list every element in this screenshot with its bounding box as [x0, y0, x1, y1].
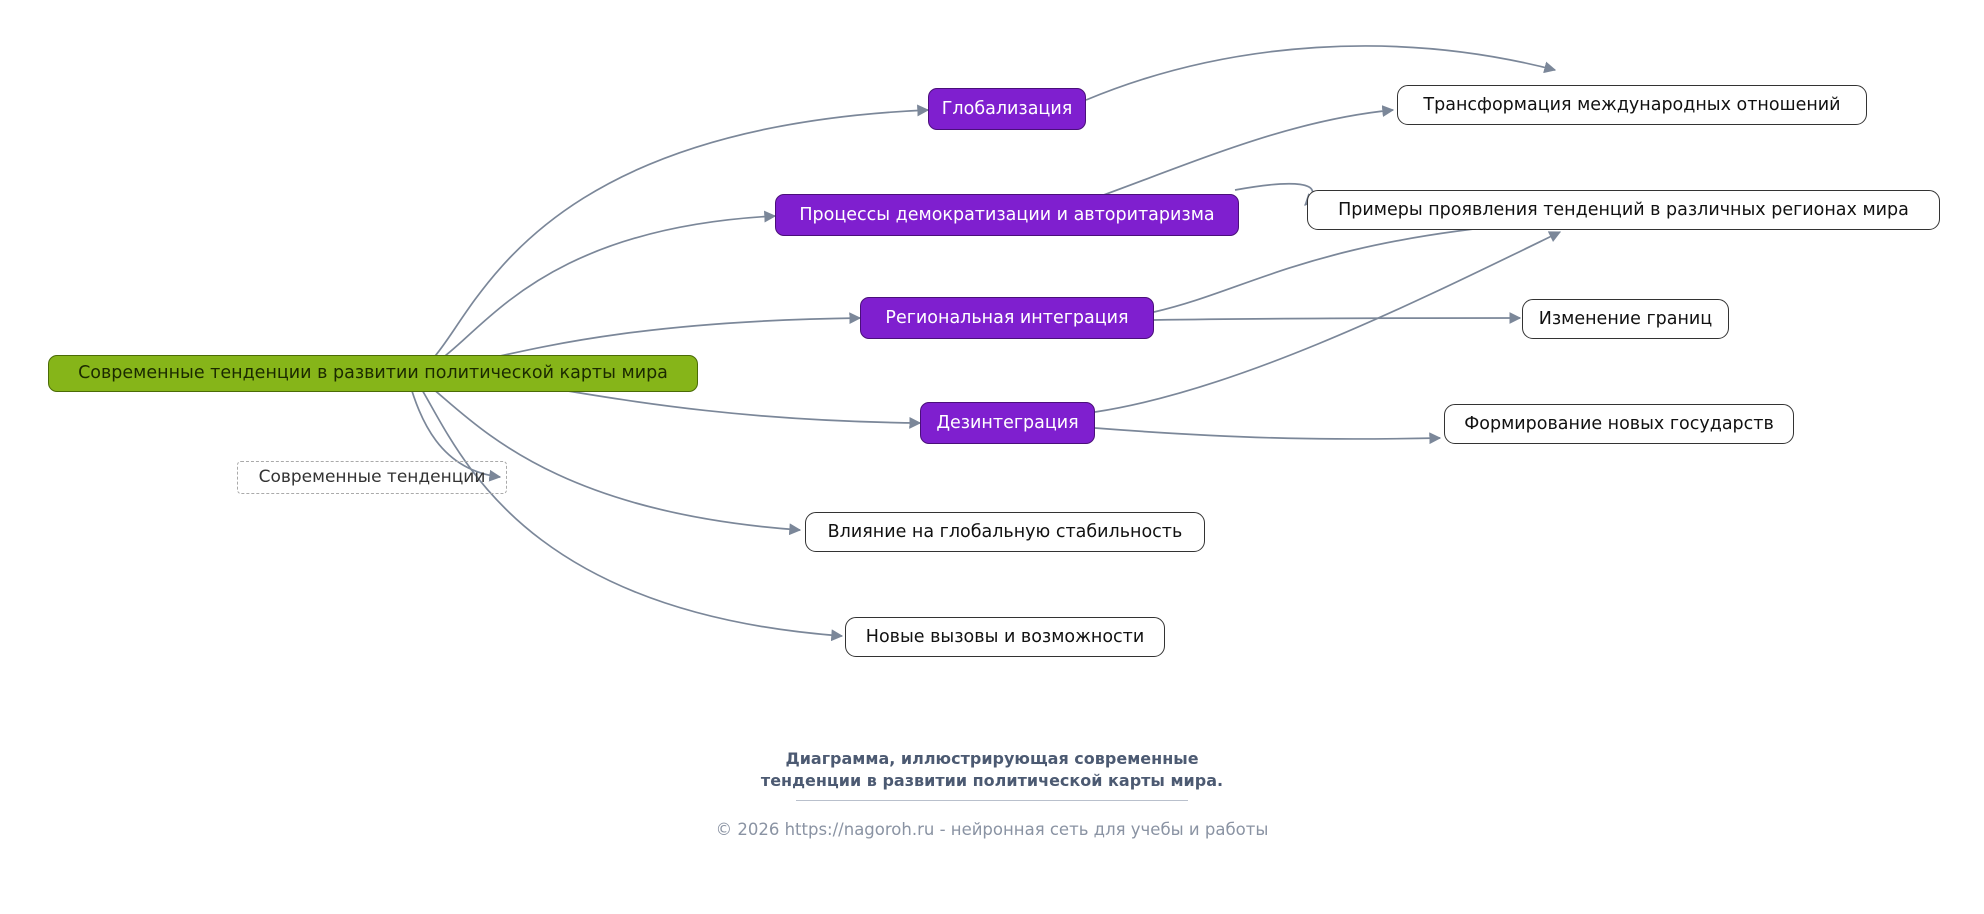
node-new-challenges-label: Новые вызовы и возможности	[865, 626, 1145, 647]
edge-disintegration-newstates	[1095, 428, 1440, 439]
edge-root-stability	[410, 372, 800, 530]
diagram-caption	[0, 748, 1984, 791]
node-regional-integration[interactable]	[860, 297, 1154, 339]
node-border-changes-label: Изменение границ	[1538, 308, 1713, 329]
node-democratization-label: Процессы демократизации и авторитаризма	[799, 204, 1215, 225]
node-global-stability-label: Влияние на глобальную стабильность	[827, 521, 1183, 542]
node-new-challenges[interactable]	[845, 617, 1165, 657]
edge-root-challenges	[410, 372, 842, 636]
node-new-states[interactable]	[1444, 404, 1794, 444]
node-globalization[interactable]	[928, 88, 1086, 130]
node-new-states-label: Формирование новых государств	[1464, 413, 1774, 434]
node-root-label: Современные тенденции в развитии политической карты мира	[78, 363, 668, 383]
node-global-stability[interactable]	[805, 512, 1205, 552]
node-transformation-relations[interactable]	[1397, 85, 1867, 125]
node-globalization-label: Глобализация	[941, 98, 1073, 119]
edge-root-globalization	[410, 110, 928, 372]
node-examples-regions-label: Примеры проявления тенденций в различных регионах мира	[1338, 199, 1909, 220]
node-examples-regions[interactable]	[1307, 190, 1940, 230]
node-transformation-relations-label: Трансформация международных отношений	[1423, 94, 1841, 115]
node-regional-integration-label: Региональная интеграция	[885, 307, 1129, 328]
caption-line-1: Диаграмма, иллюстрирующая современные	[785, 749, 1199, 768]
edge-democratization-examples	[1235, 184, 1313, 205]
node-disintegration-label: Дезинтеграция	[936, 412, 1079, 433]
node-democratization[interactable]	[775, 194, 1239, 236]
footer-credit-text: © 2026 https://nagoroh.ru - нейронная сеть для учебы и работы	[715, 820, 1269, 839]
footer-credit	[0, 820, 1984, 839]
node-ghost-label: Современные тенденции	[258, 467, 486, 488]
edge-regional-borders	[1154, 318, 1520, 320]
node-border-changes[interactable]	[1522, 299, 1729, 339]
caption-line-2: тенденции в развитии политической карты мира.	[760, 770, 1224, 790]
edge-democratization-transformation	[1090, 110, 1393, 200]
caption-divider	[796, 800, 1188, 801]
edge-disintegration-examples	[1095, 232, 1560, 412]
node-disintegration[interactable]	[920, 402, 1095, 444]
node-root[interactable]	[48, 355, 698, 392]
node-ghost[interactable]	[237, 461, 507, 494]
edge-root-democratization	[410, 216, 775, 372]
